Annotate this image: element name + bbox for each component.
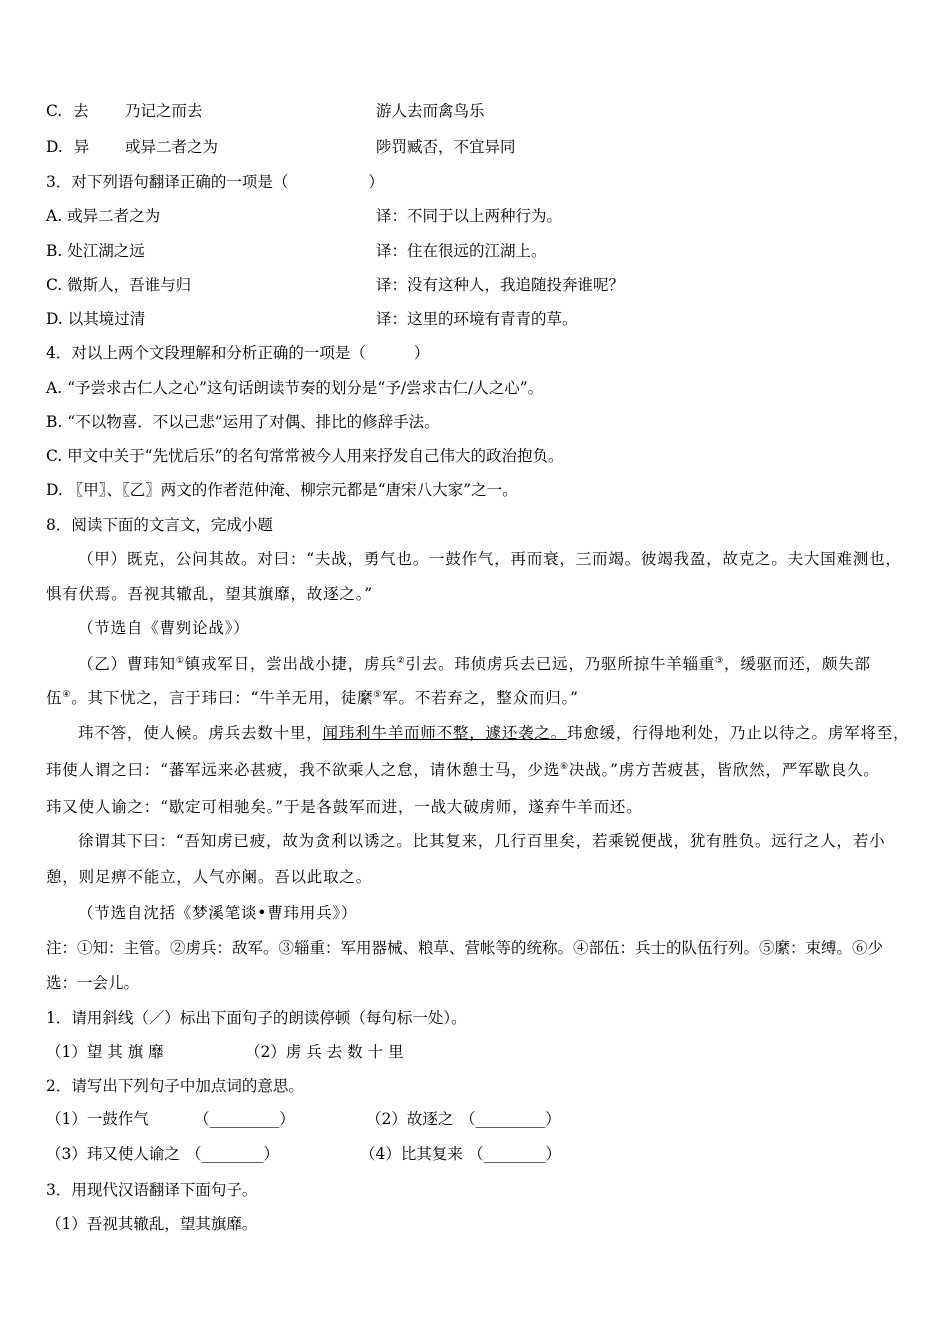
footnote-marker: ①	[175, 655, 185, 666]
option-word: 去	[73, 102, 89, 120]
footnote-marker: ④	[62, 689, 72, 700]
answer-blank[interactable]: （_________）	[194, 1110, 295, 1128]
q2-option-d	[46, 137, 219, 157]
q3-option-b	[46, 241, 145, 261]
yi-passage-line-5: 玮又使人谕之：“歇定可相驰矣。”于是各鼓军而进，一战大破虏师，遂弃牛羊而还。	[46, 798, 643, 816]
sub2-item-1: （1）一鼓作气	[46, 1110, 149, 1128]
yi-passage-line-2	[46, 688, 579, 708]
sub2-stem: 2．请写出下列句子中加点词的意思。	[46, 1077, 304, 1095]
notes-line-1: 注：①知：主管。②虏兵：敌军。③辎重：军用器械、粮草、营帐等的统称。④部伍：兵士的队伍行列。⑤縻：束缚。⑥少	[46, 939, 884, 957]
q4-option-b	[46, 412, 440, 432]
jia-source: （节选自《曹刿论战》）	[78, 619, 250, 637]
q3-option-c	[46, 275, 191, 295]
q3-option-d-translation: 译：这里的环境有青青的草。	[376, 310, 578, 328]
q3-option-c-translation: 译：没有这种人，我追随投奔谁呢？	[376, 276, 625, 294]
option-text: 处江湖之远	[67, 242, 145, 260]
sub3-stem: 3．用现代汉语翻译下面句子。	[46, 1181, 258, 1199]
q4-stem-text: 4．对以上两个文段理解和分析正确的一项是（	[46, 344, 366, 362]
option-text: “不以物喜．不以己悲”运用了对偶、排比的修辞手法。	[67, 413, 440, 431]
option-letter: B.	[46, 413, 63, 431]
answer-blank[interactable]: （________）	[468, 1145, 562, 1163]
option-left-sentence: 或异二者之为	[125, 138, 219, 156]
yi-source: （节选自沈括《梦溪笔谈•曹玮用兵》）	[78, 904, 358, 922]
q3-stem	[46, 172, 384, 192]
yi-passage-line-4	[46, 760, 880, 780]
yi-text: 决战。”虏方苦疲甚，皆欣然，严军歇良久。	[568, 761, 880, 779]
answer-blank[interactable]: （_________）	[460, 1110, 561, 1128]
q3-option-a-translation: 译：不同于以上两种行为。	[376, 207, 563, 225]
q3-option-a	[46, 206, 160, 226]
option-text: 甲文中关于“先忧后乐”的名句常常被今人用来抒发自己伟大的政治抱负。	[67, 447, 564, 465]
jia-passage-line-2: 惧有伏焉。吾视其辙乱，望其旗靡，故逐之。”	[46, 585, 373, 603]
option-letter: D.	[46, 310, 63, 328]
yi-text: （乙）曹玮知	[78, 655, 176, 673]
q4-option-a	[46, 378, 543, 398]
sub1-items	[46, 1042, 404, 1062]
footnote-marker: ③	[715, 655, 725, 666]
option-word: 异	[73, 138, 90, 156]
footnote-marker: ②	[396, 655, 406, 666]
yi-text: ，缓驱而还，颇失部	[724, 655, 871, 673]
sub2-row-1	[46, 1109, 561, 1129]
sub1-item-1: （1）望 其 旗 靡	[46, 1043, 164, 1061]
option-letter: B.	[46, 242, 63, 260]
q3-option-d	[46, 309, 145, 329]
sub1-item-2: （2）虏 兵 去 数 十 里	[245, 1043, 404, 1061]
jia-passage-line-1: （甲）既克，公问其故。对曰：“夫战，勇气也。一鼓作气，再而衰，三而竭。彼竭我盈，故克之。夫大国难测也，	[78, 550, 902, 568]
yi-text: 引去。玮侦虏兵去已远，乃驱所掠牛羊辎重	[405, 655, 716, 673]
notes-line-2: 选：一会儿。	[46, 974, 140, 992]
yi-passage-line-6: 徐谓其下曰：“吾知虏已疲，故为贪利以诱之。比其复来，几行百里矣，若乘锐便战，犹有胜负。远行之人，若小	[78, 832, 886, 850]
q4-stem	[46, 343, 429, 363]
q2-option-c-right: 游人去而禽鸟乐	[376, 102, 485, 120]
q2-option-d-right: 陟罚臧否，不宜异同	[376, 138, 516, 156]
q2-option-c	[46, 101, 203, 121]
yi-text: 镇戎军日，尝出战小捷，虏兵	[184, 655, 397, 673]
option-letter: C.	[46, 447, 63, 465]
q4-stem-close: ）	[413, 344, 430, 362]
underlined-sentence: 闻玮利牛羊而师不整，遽还袭之。	[322, 724, 568, 742]
sub2-item-3: （3）玮又使人谕之	[46, 1145, 180, 1163]
option-letter: C.	[46, 102, 63, 120]
option-text: 以其境过清	[67, 310, 146, 328]
option-text: 或异二者之为	[67, 207, 161, 225]
option-letter: D.	[46, 138, 63, 156]
yi-text: 军。不若弃之，整众而归。”	[382, 689, 579, 707]
q8-title: 8．阅读下面的文言文，完成小题	[46, 516, 273, 534]
yi-text: 玮愈缓，行得地利处，乃止以待之。虏军将至，	[567, 724, 910, 742]
yi-passage-line-3	[78, 723, 909, 743]
q3-option-b-translation: 译：住在很远的江湖上。	[376, 242, 547, 260]
footnote-marker: ⑥	[560, 761, 569, 772]
sub2-item-4: （4）比其复来	[360, 1145, 463, 1163]
yi-passage-line-1	[78, 654, 871, 674]
option-left-sentence: 乃记之而去	[125, 102, 203, 120]
sub3-item-1: （1）吾视其辙乱，望其旗靡。	[46, 1215, 258, 1233]
sub2-item-2: （2）故逐之	[366, 1110, 454, 1128]
sub2-row-2	[46, 1144, 562, 1164]
sub1-stem: 1．请用斜线（／）标出下面句子的朗读停顿（每句标一处）。	[46, 1009, 467, 1027]
yi-text: 玮使人谓之曰：“蕃军远来必甚疲，我不欲乘人之怠，请休憩士马，少选	[46, 761, 561, 779]
option-text: 〖甲〗、〖乙〗两文的作者范仲淹、柳宗元都是“唐宋八大家”之一。	[67, 481, 518, 499]
option-letter: A.	[46, 207, 63, 225]
yi-text: 玮不答，使人候。虏兵去数十里，	[78, 724, 323, 742]
yi-text: 伍	[46, 689, 63, 707]
q3-stem-close: ）	[368, 173, 384, 191]
option-text: 微斯人，吾谁与归	[67, 276, 192, 294]
q4-option-c	[46, 446, 564, 466]
answer-blank[interactable]: （________）	[186, 1145, 280, 1163]
option-letter: A.	[46, 379, 63, 397]
yi-passage-line-7: 憩，则足痹不能立，人气亦阑。吾以此取之。	[46, 868, 373, 886]
option-letter: D.	[46, 481, 63, 499]
q4-option-d	[46, 480, 518, 500]
q3-stem-text: 3．对下列语句翻译正确的一项是（	[46, 173, 289, 191]
option-text: “予尝求古仁人之心”这句话朗读节奏的划分是“予/尝求古仁/人之心”。	[67, 379, 544, 397]
footnote-marker: ⑤	[373, 689, 383, 700]
yi-text: 。其下忧之，言于玮曰：“牛羊无用，徒縻	[71, 689, 374, 707]
option-letter: C.	[46, 276, 63, 294]
